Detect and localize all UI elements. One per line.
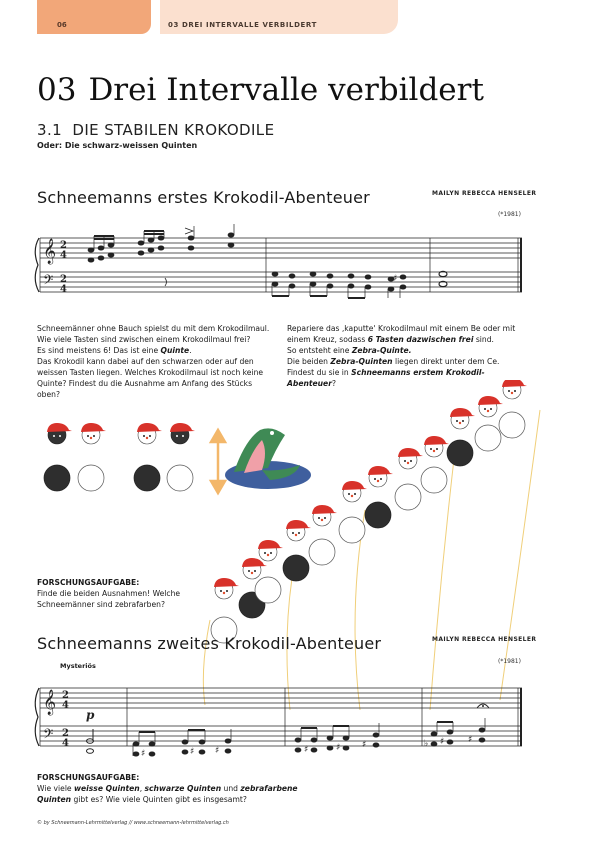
piece2-title: Schneemanns zweites Krokodil-Abenteuer: [37, 634, 382, 653]
score-piece1: [30, 224, 530, 304]
chapter-label: 03 DREI INTERVALLE VERBILDERT: [168, 21, 317, 29]
svg-text:4: 4: [60, 250, 67, 261]
snowman-trail: [211, 380, 527, 643]
explanation-right: Repariere das ‚kaputte' Krokodilmaul mit einem Be oder mit einem Kreuz, sodass 6 Tasten dazwischen frei sind. So entsteht eine Zebra-Quinte. Die beiden Zebra-Quinten liegen direkt unter dem Ce. Findest du sie in Schneemanns erstem Krokodil- Abenteuer?: [287, 324, 516, 388]
svg-text:♯: ♯: [304, 745, 309, 755]
svg-text:♭: ♭: [424, 739, 429, 749]
section-subtitle: Oder: Die schwarz-weissen Quinten: [37, 141, 198, 150]
svg-text:4: 4: [62, 700, 69, 711]
research-task-1: FORSCHUNGSAUFGABE: Finde die beiden Ausnahmen! Welche Schneemänner sind zebrafarben?: [37, 578, 181, 609]
svg-text:♯: ♯: [468, 735, 473, 745]
svg-text:♯: ♯: [362, 740, 367, 750]
chapter-tab: [160, 0, 398, 34]
piece2-tempo: Mysteriös: [60, 662, 96, 670]
piece1-title: Schneemanns erstes Krokodil-Abenteuer: [37, 188, 370, 207]
chapter-number: 03: [37, 72, 77, 108]
section-heading: [37, 121, 274, 139]
score-piece2: [30, 672, 530, 762]
bass-clef-icon: 𝄢: [43, 272, 54, 291]
page-number-tab: [37, 0, 151, 34]
chapter-title: Drei Intervalle verbildert: [88, 72, 484, 108]
piece2-composer: MAILYN REBECCA HENSELER: [432, 636, 537, 643]
svg-text:4: 4: [60, 284, 67, 295]
treble-clef-icon: 𝄞: [43, 690, 57, 715]
svg-text:2: 2: [60, 274, 67, 285]
piece1-composer: MAILYN REBECCA HENSELER: [432, 190, 537, 197]
snowman-pair-2: [134, 423, 195, 491]
bass-clef-icon: 𝄢: [43, 726, 54, 745]
double-arrow-icon: [211, 430, 225, 493]
research-task-2: FORSCHUNGSAUFGABE: Wie viele weisse Quinten, schwarze Quinten und zebrafarbene Quinten gibt es? Wie viele Quinten gibt es insgesamt?: [37, 773, 298, 804]
page-title: [37, 72, 484, 108]
svg-text:♯: ♯: [190, 747, 195, 757]
snowman-pair-1: [44, 423, 106, 491]
piece1-year: (*1981): [498, 211, 521, 218]
svg-text:♯: ♯: [336, 743, 341, 753]
footer-copyright: © by Schneemann-Lehrmittelverlag // www.schneemann-lehrmittelverlag.ch: [37, 820, 229, 826]
svg-text:♯: ♯: [440, 737, 445, 747]
page-number: 06: [57, 21, 67, 29]
dynamic-marking: p: [86, 708, 95, 722]
svg-text:♯: ♯: [215, 746, 220, 756]
explanation-left: Schneemänner ohne Bauch spielst du mit dem Krokodilmaul. Wie viele Tasten sind zwischen einem Krokodilmaul frei? Es sind meistens 6! Das ist eine Quinte. Das Krokodil kann dabei auf den schwarzen oder auf den weissen Tasten liegen. Welches Krokodilmaul ist noch keine Quinte? Findest du die Ausnahme am Anfang des Stücks oben?: [37, 324, 270, 399]
svg-text:2: 2: [60, 240, 67, 251]
crocodile-icon: [225, 428, 311, 489]
svg-text:♯: ♯: [141, 749, 146, 759]
section-number: 3.1: [37, 121, 63, 139]
svg-text:2: 2: [62, 690, 69, 701]
svg-text:♯: ♯: [393, 274, 398, 284]
treble-clef-icon: 𝄞: [43, 239, 57, 264]
piece2-year: (*1981): [498, 658, 521, 665]
svg-text:4: 4: [62, 738, 69, 749]
svg-text:2: 2: [62, 728, 69, 739]
section-title: DIE STABILEN KROKODILE: [72, 121, 275, 139]
